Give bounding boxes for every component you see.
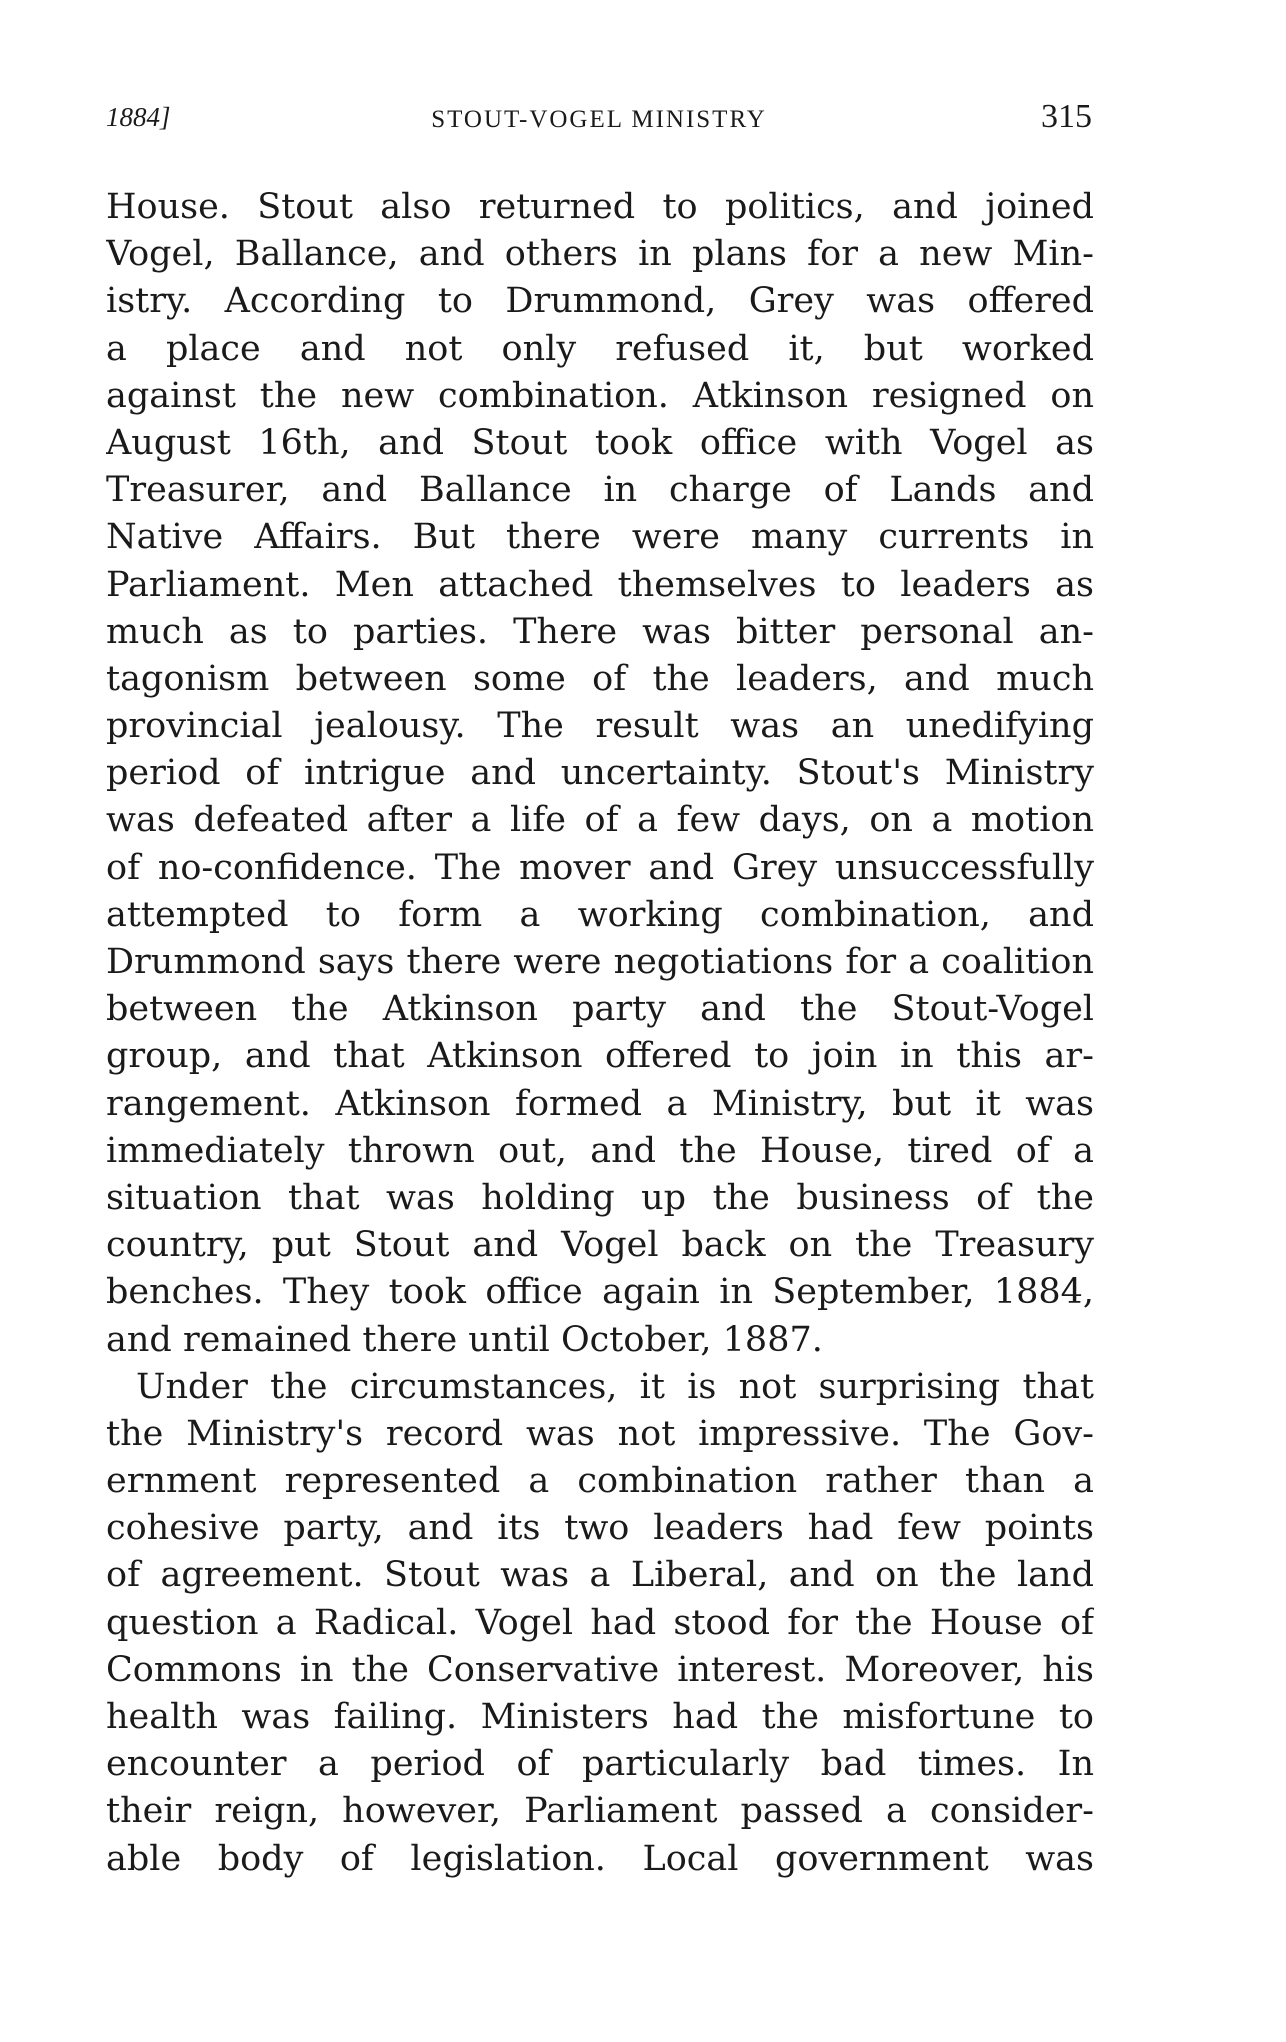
text-line: group, and that Atkinson offered to join in this ar- — [106, 1036, 1094, 1077]
text-line: Treasurer, and Ballance in charge of Lands and — [106, 470, 1094, 511]
text-line: Native Affairs. But there were many currents in — [106, 517, 1094, 558]
text-line: able body of legislation. Local government was — [106, 1838, 1094, 1879]
text-line: the Ministry's record was not impressive. The Gov- — [106, 1413, 1094, 1454]
paragraph-2 — [106, 1364, 1094, 1883]
text-line: question a Radical. Vogel had stood for the House of — [106, 1602, 1094, 1643]
text-line: much as to parties. There was bitter personal an- — [106, 611, 1094, 652]
text-line: Commons in the Conservative interest. Moreover, his — [106, 1649, 1094, 1690]
text-line: their reign, however, Parliament passed a consider- — [106, 1791, 1094, 1832]
text-line: of agreement. Stout was a Liberal, and on the land — [106, 1555, 1094, 1596]
text-line: attempted to form a working combination, and — [106, 894, 1094, 935]
text-line: Under the circumstances, it is not surprising that — [136, 1366, 1094, 1407]
text-line: House. Stout also returned to politics, and joined — [106, 187, 1094, 227]
text-line: was defeated after a life of a few days, on a motion — [106, 800, 1094, 841]
paragraph-1 — [106, 184, 1094, 1364]
text-line: against the new combination. Atkinson resigned on — [106, 375, 1094, 416]
text-line: benches. They took office again in September, 1884, — [106, 1272, 1094, 1313]
text-line: provincial jealousy. The result was an unedifying — [106, 706, 1094, 747]
header-year: 1884] — [106, 102, 171, 132]
text-line: Drummond says there were negotiations for a coalition — [106, 942, 1094, 982]
text-line: and remained there until October, 1887. — [106, 1319, 823, 1360]
text-line: a place and not only refused it, but worked — [106, 328, 1094, 369]
text-line: cohesive party, and its two leaders had few points — [106, 1508, 1094, 1549]
body-text — [106, 184, 1094, 1883]
text-line: Parliament. Men attached themselves to leaders as — [106, 564, 1094, 605]
text-line: istry. According to Drummond, Grey was offered — [106, 281, 1094, 322]
text-line: between the Atkinson party and the Stout-Vogel — [106, 989, 1094, 1030]
text-line: Vogel, Ballance, and others in plans for a new Min- — [106, 234, 1094, 275]
text-line: August 16th, and Stout took office with Vogel as — [106, 422, 1094, 463]
text-line: health was failing. Ministers had the misfortune to — [106, 1697, 1094, 1737]
text-line: situation that was holding up the business of the — [106, 1177, 1094, 1218]
text-line: encounter a period of particularly bad times. In — [106, 1744, 1094, 1785]
running-header — [106, 98, 1092, 142]
text-line: country, put Stout and Vogel back on the Treasury — [106, 1225, 1094, 1266]
text-line: ernment represented a combination rather than a — [106, 1461, 1094, 1502]
text-line: tagonism between some of the leaders, and much — [106, 658, 1094, 699]
running-title: STOUT-VOGEL MINISTRY — [431, 106, 767, 133]
page-number: 315 — [1041, 98, 1092, 135]
text-line: period of intrigue and uncertainty. Stout's Ministry — [106, 753, 1094, 794]
text-line: of no-confidence. The mover and Grey unsuccessfully — [106, 847, 1094, 888]
text-line: rangement. Atkinson formed a Ministry, but it was — [106, 1083, 1094, 1124]
text-line: immediately thrown out, and the House, tired of a — [106, 1130, 1094, 1171]
